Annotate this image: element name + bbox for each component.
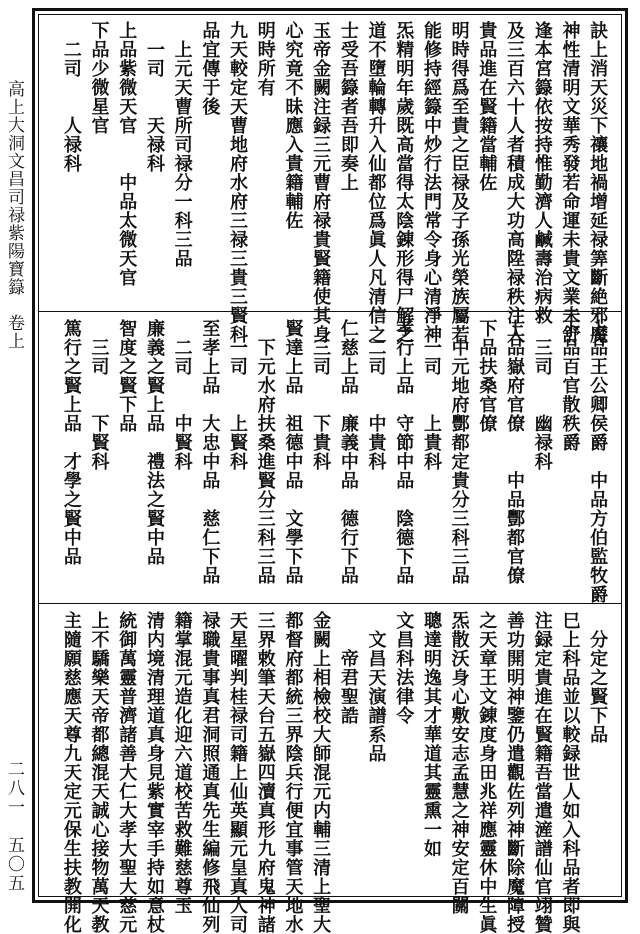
text-column: 能修持經籙中炒行法門常令身心清淨神 — [420, 21, 442, 344]
text-column: 一司 天禄科 — [143, 21, 165, 173]
text-column: 上品王公卿侯爵 中品方伯監牧爵 — [587, 319, 609, 604]
text-column: 分定之賢下品 — [587, 611, 609, 744]
text-column: 上品紫微天官 中品太微天官 — [116, 21, 138, 287]
text-column: 善功開明神鑒仍遣觀佐列神斷除魔障授 — [504, 611, 526, 934]
text-column: 賢達上品 祖德中品 文學下品 — [282, 319, 304, 585]
text-column: 九天較定天曹地府水府三禄三貴三賢科 — [227, 21, 249, 344]
text-column: 玉帝金闕注録三元曹府禄貴賢籍使其身 — [310, 21, 332, 344]
page-frame — [32, 8, 628, 934]
text-column: 金闕上相檢校大師混元内輔三清上聖大 — [310, 611, 332, 934]
text-column: 智度之賢下品 — [116, 319, 138, 433]
text-column: 上品嶽府官僚 中品酆都官僚 — [504, 319, 526, 585]
text-column: 下元水府扶桑進賢分三科三品 — [254, 319, 276, 585]
text-column: 二司 中賢科 — [171, 319, 193, 471]
text-column: 貴品進在賢籍當輔佐 — [476, 21, 498, 192]
text-panel-top — [57, 21, 611, 344]
text-column: 一司 上賢科 — [227, 319, 249, 471]
text-column: 清内境清理道真身見紫實宰手持如意杖 — [143, 611, 165, 934]
text-column: 三界敕筆天台五嶽四瀆真形九府鬼神諸 — [254, 611, 276, 934]
text-column: 下品扶桑官僚 — [476, 319, 498, 433]
text-column: 炁散沃身心敷安志孟慧之神安定百關 — [448, 611, 470, 915]
text-column: 至孝上品 大忠中品 慈仁下品 — [199, 319, 221, 585]
text-column: 逢本宮籙依按持惟勤濟人鹹壽治病救 — [531, 21, 553, 325]
text-column: 三司 幽禄科 — [531, 319, 553, 471]
panel-divider — [39, 603, 621, 604]
text-column: 二司 人禄科 — [60, 21, 82, 173]
text-column: 訣上消天災下禳地禍增延禄筭斷絶邪魔 — [587, 21, 609, 344]
text-column: 神性清明文華秀發若命運未貴文業未舒 — [559, 21, 581, 344]
text-column: 孝行上品 守節中品 陰德下品 — [393, 319, 415, 585]
text-column: 下品少微星官 — [88, 21, 110, 135]
text-column: 帝君聖誥 — [337, 611, 359, 725]
text-column: 心究竟不昧應入貴籍輔佐 — [282, 21, 304, 230]
text-column: 上元天曹所司禄分一科三品 — [171, 21, 193, 268]
text-column: 籍掌混元造化迎六道校苦救難慈尊玉 — [171, 611, 193, 915]
text-column: 二司 中貴科 — [365, 319, 387, 471]
text-column: 明時得爲至貴之臣禄及子孫光榮族屬若 — [448, 21, 470, 344]
text-column: 統御萬靈普濟諸善大仁大孝大聖大慈元 — [116, 611, 138, 934]
text-column: 之天章王文錬度身田兆祥應靈休中生眞 — [476, 611, 498, 934]
text-column: 篤行之賢上品 才學之賢中品 — [60, 319, 82, 566]
text-column: 上不驕樂天帝都總混天誠心接物萬天教 — [88, 611, 110, 934]
text-column: 三司 下貴科 — [310, 319, 332, 471]
book-title: 高上大洞文昌司禄紫陽寶籙 卷上 — [4, 80, 24, 350]
text-column: 都督府都統三界陰兵行便宜事管天地水 — [282, 611, 304, 934]
text-column: 文昌天演譜系品 — [365, 611, 387, 763]
text-column: 士受吾籙者吾即奏上 — [337, 21, 359, 192]
text-column: 品宜傳于後 — [199, 21, 221, 116]
text-column: 炁精明年歲既高當得太陰錬形得尸解之 — [393, 21, 415, 344]
text-column: 巳上科品並以較録世人如入科品者即與 — [559, 611, 581, 934]
panel-divider — [39, 311, 621, 312]
text-column: 文昌科法律令 — [393, 611, 415, 725]
text-column: 中元地府酆都定貴分三科三品 — [448, 319, 470, 585]
text-column: 及三百六十人者積成大功高陞禄秩注入 — [504, 21, 526, 344]
text-column: 廉義之賢上品 禮法之賢中品 — [143, 319, 165, 566]
text-column: 聰達明逸其才華道其靈熏一如 — [420, 611, 442, 858]
page-inner-border — [38, 14, 622, 934]
text-panel-middle — [57, 319, 611, 604]
text-column: 三司 下賢科 — [88, 319, 110, 471]
margin-sidebar — [0, 0, 28, 914]
text-column: 主隨願慈應天尊九天定元保生扶教開化 — [60, 611, 82, 934]
page-number: 二八一 五〇五 — [4, 760, 24, 893]
text-column: 一司 上貴科 — [420, 319, 442, 471]
text-column: 天星曜判桂禄司籍上仙英顯元皇真人司 — [227, 611, 249, 934]
text-column: 禄職貴事真君洞照通真先生編修飛仙列 — [199, 611, 221, 934]
text-column: 道不墮輪轉升入仙都位爲眞人凡清信之 — [365, 21, 387, 344]
text-column: 仁慈上品 廉義中品 德行下品 — [337, 319, 359, 585]
text-column: 注録定貴進在賢籍吾當遣滻譜仙官翊贊 — [531, 611, 553, 934]
text-column: 下品百官散秩爵 — [559, 319, 581, 452]
text-panel-bottom — [57, 611, 611, 934]
text-column: 明時所有 — [254, 21, 276, 97]
